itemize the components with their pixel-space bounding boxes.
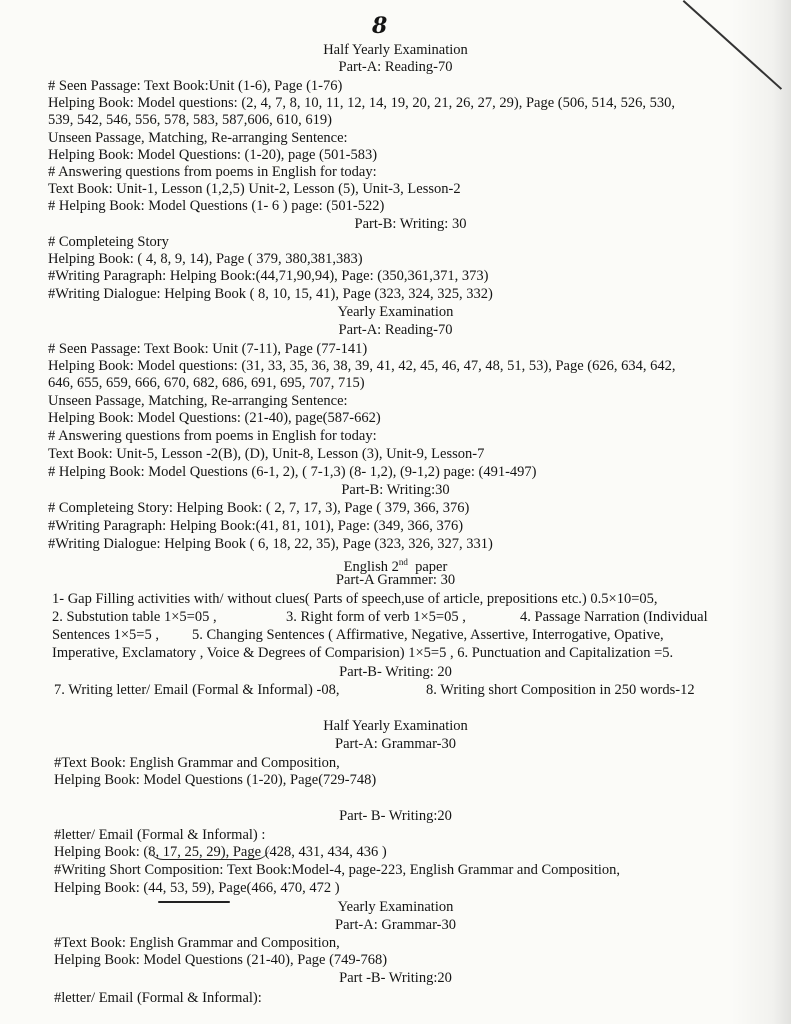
section-subheading: Part-A: Grammar-30 [335,736,456,752]
text-line: Imperative, Exclamatory , Voice & Degrees of Comparision) 1×5=5 , 6. Punctuation and Capitalization =5. [52,645,674,661]
text-line: 646, 655, 659, 666, 670, 682, 686, 691, 695, 707, 715) [48,375,365,391]
text-line: Helping Book: Model Questions: (1-20), page (501-583) [48,147,378,163]
text-line: #Writing Dialogue: Helping Book ( 6, 18, 22, 35), Page (323, 326, 327, 331) [48,536,493,552]
text-line: #Writing Dialogue: Helping Book ( 8, 10, 15, 41), Page (323, 324, 325, 332) [48,286,493,302]
text-line: # Seen Passage: Text Book: Unit (7-11), Page (77-141) [48,341,368,357]
text-line: Helping Book: Model Questions (21-40), Page (749-768) [54,952,388,968]
text-line: # Helping Book: Model Questions (6-1, 2), ( 7-1,3) (8- 1,2), (9-1,2) page: (491-497) [48,464,537,480]
text-line: 4. Passage Narration (Individual [520,609,708,625]
text-line: Helping Book: Model questions: (2, 4, 7, 8, 10, 11, 12, 14, 19, 20, 21, 26, 27, 29), Page (506, 514, 526, 530, [48,95,675,111]
text-line: #Writing Paragraph: Helping Book:(44,71,90,94), Page: (350,361,371, 373) [48,268,489,284]
section-subheading: Part- B- Writing:20 [339,808,452,824]
text-line: # Helping Book: Model Questions (1- 6 ) page: (501-522) [48,198,385,214]
text-line: Helping Book: Model Questions (1-20), Page(729-748) [54,772,377,788]
text-line: # Answering questions from poems in English for today: [48,164,377,180]
section-heading: Yearly Examination [337,304,454,320]
section-subheading: Part-A Grammer: 30 [335,572,456,588]
section-subheading: Part-A: Grammar-30 [335,917,456,933]
text-line: 3. Right form of verb 1×5=05 , [286,609,466,625]
section-heading: Half Yearly Examination [323,718,468,734]
section-subheading: Part -B- Writing:20 [339,970,452,986]
text-line: # Completeing Story: Helping Book: ( 2, 7, 17, 3), Page ( 379, 366, 376) [48,500,470,516]
text-line: Helping Book: (8, 17, 25, 29), Page (428, 431, 434, 436 ) [54,844,387,860]
text-line: #letter/ Email (Formal & Informal) : [54,827,266,843]
text-line: 1- Gap Filling activities with/ without clues( Parts of speech,use of article, prepositions etc.) 0.5×10=05, [52,591,658,607]
text-line: #Text Book: English Grammar and Composition, [54,755,340,771]
text-line: 2. Substution table 1×5=05 , [52,609,217,625]
pen-underline-mark [148,845,270,860]
text-line: 7. Writing letter/ Email (Formal & Informal) -08, [54,682,340,698]
section-subheading: Part-B: Writing: 30 [354,216,467,232]
page-number: 8 [372,13,388,39]
section-subheading: Part-B- Writing: 20 [339,664,452,680]
section-subheading: Part-A: Reading-70 [338,59,453,75]
text-line: Text Book: Unit-1, Lesson (1,2,5) Unit-2, Lesson (5), Unit-3, Lesson-2 [48,181,461,197]
text-line: # Seen Passage: Text Book:Unit (1-6), Page (1-76) [48,78,343,94]
text-line: #Writing Paragraph: Helping Book:(41, 81, 101), Page: (349, 366, 376) [48,518,464,534]
section-subheading: Part-B: Writing:30 [341,482,450,498]
text-line: #Text Book: English Grammar and Composition, [54,935,340,951]
text-line: Helping Book: ( 4, 8, 9, 14), Page ( 379, 380,381,383) [48,251,363,267]
text-line: 5. Changing Sentences ( Affirmative, Negative, Assertive, Interrogative, Opative, [192,627,664,643]
text-line: Sentences 1×5=5 , [52,627,159,643]
text-line: Unseen Passage, Matching, Re-arranging Sentence: [48,130,348,146]
text-line: Helping Book: Model Questions: (21-40), page(587-662) [48,410,381,426]
text-line: # Completeing Story [48,234,169,250]
text-line: Unseen Passage, Matching, Re-arranging Sentence: [48,393,348,409]
text-line: #letter/ Email (Formal & Informal): [54,990,262,1006]
section-subheading: Part-A: Reading-70 [338,322,453,338]
text-line: 539, 542, 546, 556, 578, 583, 587,606, 610, 619) [48,112,332,128]
text-line: # Answering questions from poems in English for today: [48,428,377,444]
section-heading: Yearly Examination [337,899,454,915]
text-line: #Writing Short Composition: Text Book:Model-4, page-223, English Grammar and Composition, [54,862,621,878]
text-line: Text Book: Unit-5, Lesson -2(B), (D), Unit-8, Lesson (3), Unit-9, Lesson-7 [48,446,485,462]
section-heading: English 2nd paper [343,557,448,575]
scan-shadow [731,0,791,1024]
text-line: Helping Book: Model questions: (31, 33, 35, 36, 38, 39, 41, 42, 45, 46, 47, 48, 51, 53), Page (626, 634, 642, [48,358,676,374]
section-heading: Half Yearly Examination [323,42,468,58]
text-line: Helping Book: (44, 53, 59), Page(466, 470, 472 ) [54,880,340,896]
text-line: 8. Writing short Composition in 250 words-12 [426,682,695,698]
